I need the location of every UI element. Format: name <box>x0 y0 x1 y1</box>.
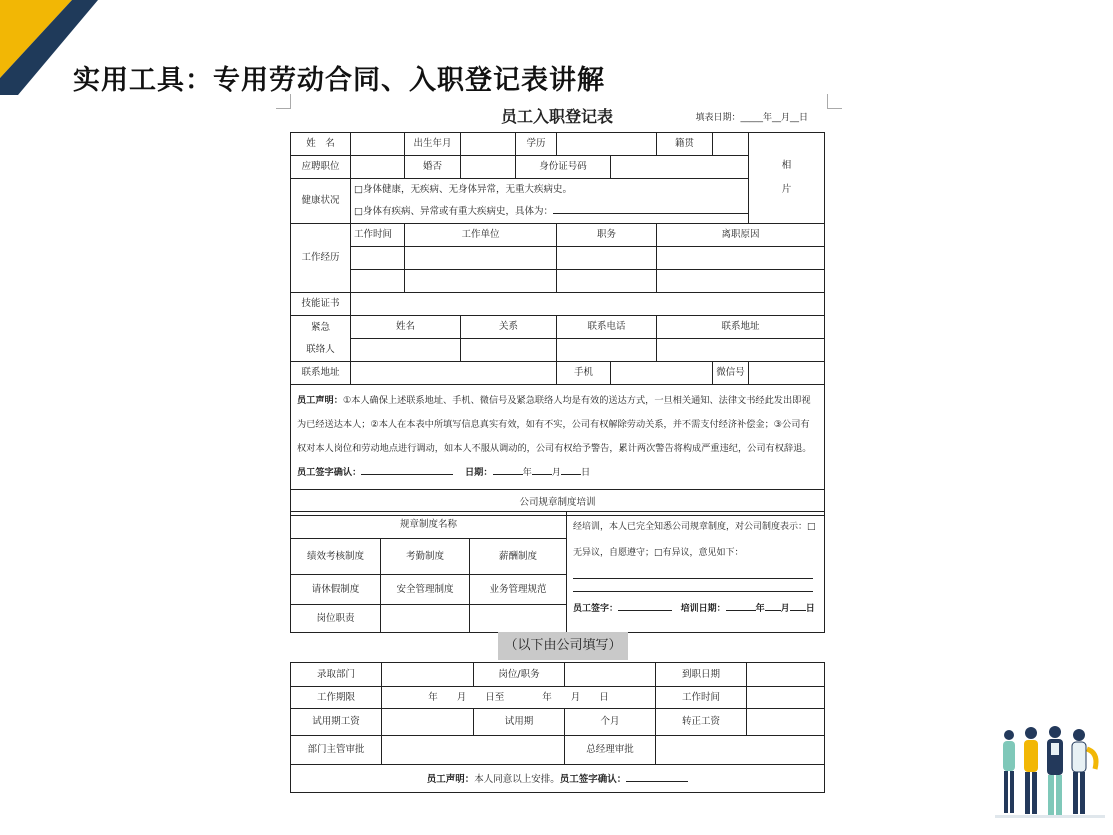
wechat-label: 微信号 <box>713 362 749 385</box>
emergency-label <box>291 316 351 362</box>
marital-field[interactable] <box>461 156 516 179</box>
photo-label: 片 <box>781 184 792 195</box>
crop-mark <box>276 94 291 109</box>
idcard-field[interactable] <box>611 156 749 179</box>
work-field[interactable] <box>351 270 405 293</box>
date-unit: 日 <box>580 467 591 478</box>
training-header: 公司规章制度培训 <box>291 490 825 516</box>
gm-approval-field[interactable] <box>656 736 825 765</box>
address-label: 联系地址 <box>291 362 351 385</box>
health-option-ill-label: □身体有疾病、异常或有重大疾病史，具体为： <box>354 206 553 217</box>
work-field[interactable] <box>657 247 825 270</box>
opinion-line[interactable] <box>573 566 813 579</box>
education-label: 学历 <box>516 133 557 156</box>
emergency-field[interactable] <box>557 339 657 362</box>
position-field[interactable] <box>351 156 405 179</box>
training-sign-line[interactable] <box>618 600 672 611</box>
regular-salary-label: 转正工资 <box>656 709 747 736</box>
trial-months[interactable]: 个月 <box>565 709 656 736</box>
birth-field[interactable] <box>461 133 516 156</box>
skills-field[interactable] <box>351 293 825 316</box>
work-field[interactable] <box>557 270 657 293</box>
position-label: 应聘职位 <box>291 156 351 179</box>
dept-label: 录取部门 <box>291 663 382 687</box>
date-unit: 月 <box>551 467 561 478</box>
term-label: 工作期限 <box>291 687 382 709</box>
emergency-label-line: 联络人 <box>306 343 335 355</box>
rule-item: 业务管理规范 <box>470 575 567 605</box>
people-illustration <box>995 725 1105 825</box>
name-label: 姓 名 <box>291 133 351 156</box>
dept-approval-field[interactable] <box>382 736 565 765</box>
slide-title: 实用工具：专用劳动合同、入职登记表讲解 <box>73 65 605 96</box>
work-col-company: 工作单位 <box>405 224 557 247</box>
training-date-label: 培训日期： <box>680 604 726 614</box>
training-table <box>290 511 825 633</box>
photo-label: 相 <box>781 160 792 171</box>
work-field[interactable] <box>557 247 657 270</box>
rule-item: 请休假制度 <box>291 575 381 605</box>
date-unit: 年 <box>522 467 532 478</box>
mobile-label: 手机 <box>557 362 611 385</box>
native-label: 籍贯 <box>657 133 713 156</box>
emergency-field[interactable] <box>461 339 557 362</box>
education-field[interactable] <box>557 133 657 156</box>
name-field[interactable] <box>351 133 405 156</box>
rule-item: 绩效考核制度 <box>291 539 381 575</box>
date-unit: 日 <box>805 604 815 614</box>
rules-header: 规章制度名称 <box>291 512 567 539</box>
rule-empty <box>381 605 470 633</box>
wechat-field[interactable] <box>749 362 825 385</box>
final-declaration-label: 员工声明： <box>426 774 475 785</box>
health-option-ill[interactable] <box>354 201 745 223</box>
training-statement: 经培训，本人已完全知悉公司规章制度，对公司制度表示：□无异议，自愿遵守；□有异议，意见如下： <box>573 522 816 558</box>
declaration-label: 员工声明： <box>297 395 343 406</box>
work-field[interactable] <box>405 270 557 293</box>
final-sign-line[interactable] <box>626 771 688 782</box>
trial-period-label: 试用期 <box>474 709 565 736</box>
idcard-label: 身份证号码 <box>516 156 611 179</box>
join-date-field[interactable] <box>747 663 825 687</box>
rule-item: 薪酬制度 <box>470 539 567 575</box>
work-col-reason: 离职原因 <box>657 224 825 247</box>
declaration-date-label: 日期： <box>465 467 493 478</box>
photo-box <box>749 133 825 224</box>
work-time-label: 工作时间 <box>656 687 747 709</box>
rule-item: 考勤制度 <box>381 539 470 575</box>
training-sign-label: 员工签字： <box>573 604 619 614</box>
trial-salary-label: 试用期工资 <box>291 709 382 736</box>
emergency-col-relation: 关系 <box>461 316 557 339</box>
work-history-label: 工作经历 <box>291 224 351 293</box>
post-field[interactable] <box>565 663 656 687</box>
emergency-field[interactable] <box>657 339 825 362</box>
final-declaration <box>291 765 825 793</box>
health-option-healthy[interactable]: □身体健康，无疾病、无身体异常，无重大疾病史。 <box>354 184 572 195</box>
join-date-label: 到职日期 <box>656 663 747 687</box>
gm-approval-label: 总经理审批 <box>565 736 656 765</box>
training-statement-box <box>567 512 825 633</box>
declaration-sign-line[interactable] <box>361 464 453 475</box>
final-sign-label: 员工签字确认： <box>559 774 627 785</box>
declaration <box>291 385 825 490</box>
health-label: 健康状况 <box>291 179 351 224</box>
rule-item: 安全管理制度 <box>381 575 470 605</box>
work-field[interactable] <box>405 247 557 270</box>
work-field[interactable] <box>351 247 405 270</box>
form-title: 员工入职登记表 <box>500 107 613 126</box>
declaration-text: ①本人确保上述联系地址、手机、微信号及紧急联络人均是有效的送达方式，一旦相关通知、法律文书经此发出即视为已经送达本人；②本人在本表中所填写信息真实有效，如有不实，公司有权解除劳动关系，并不需支付经济补偿金；③公司有权对本人岗位和劳动地点进行调动，如本人不服从调动的，公司有权给予警告，累计两次警告将构成严重违纪，公司有权辞退。 <box>297 395 812 454</box>
health-options <box>351 179 749 224</box>
term-value[interactable]: 年 月 日至 年 月 日 <box>382 687 656 709</box>
opinion-line[interactable] <box>573 579 813 592</box>
dept-field[interactable] <box>382 663 474 687</box>
registration-form <box>290 98 824 798</box>
emergency-label-line: 紧急 <box>310 321 330 333</box>
emergency-field[interactable] <box>351 339 461 362</box>
dept-approval-label: 部门主管审批 <box>291 736 382 765</box>
crop-mark <box>827 94 842 109</box>
declaration-sign-label: 员工签字确认： <box>297 467 362 478</box>
rule-item: 岗位职责 <box>291 605 381 633</box>
mobile-field[interactable] <box>611 362 713 385</box>
main-table <box>290 132 825 516</box>
emergency-col-phone: 联系电话 <box>557 316 657 339</box>
emergency-col-address: 联系地址 <box>657 316 825 339</box>
work-col-time: 工作时间 <box>351 224 405 247</box>
fill-date: 填表日期：_____年__月__日 <box>695 113 808 123</box>
post-label: 岗位/职务 <box>474 663 565 687</box>
address-field[interactable] <box>351 362 557 385</box>
company-table <box>290 662 825 793</box>
rule-empty <box>470 605 567 633</box>
skills-label: 技能证书 <box>291 293 351 316</box>
emergency-col-name: 姓名 <box>351 316 461 339</box>
work-time-field[interactable] <box>747 687 825 709</box>
birth-label: 出生年月 <box>405 133 461 156</box>
marital-label: 婚否 <box>405 156 461 179</box>
work-field[interactable] <box>657 270 825 293</box>
date-unit: 月 <box>780 604 790 614</box>
company-fill-banner: （以下由公司填写） <box>498 632 628 660</box>
regular-salary-field[interactable] <box>747 709 825 736</box>
date-unit: 年 <box>755 604 765 614</box>
final-declaration-text: 本人同意以上安排。 <box>474 774 560 785</box>
trial-salary-field[interactable] <box>382 709 474 736</box>
native-field[interactable] <box>713 133 749 156</box>
work-col-post: 职务 <box>557 224 657 247</box>
